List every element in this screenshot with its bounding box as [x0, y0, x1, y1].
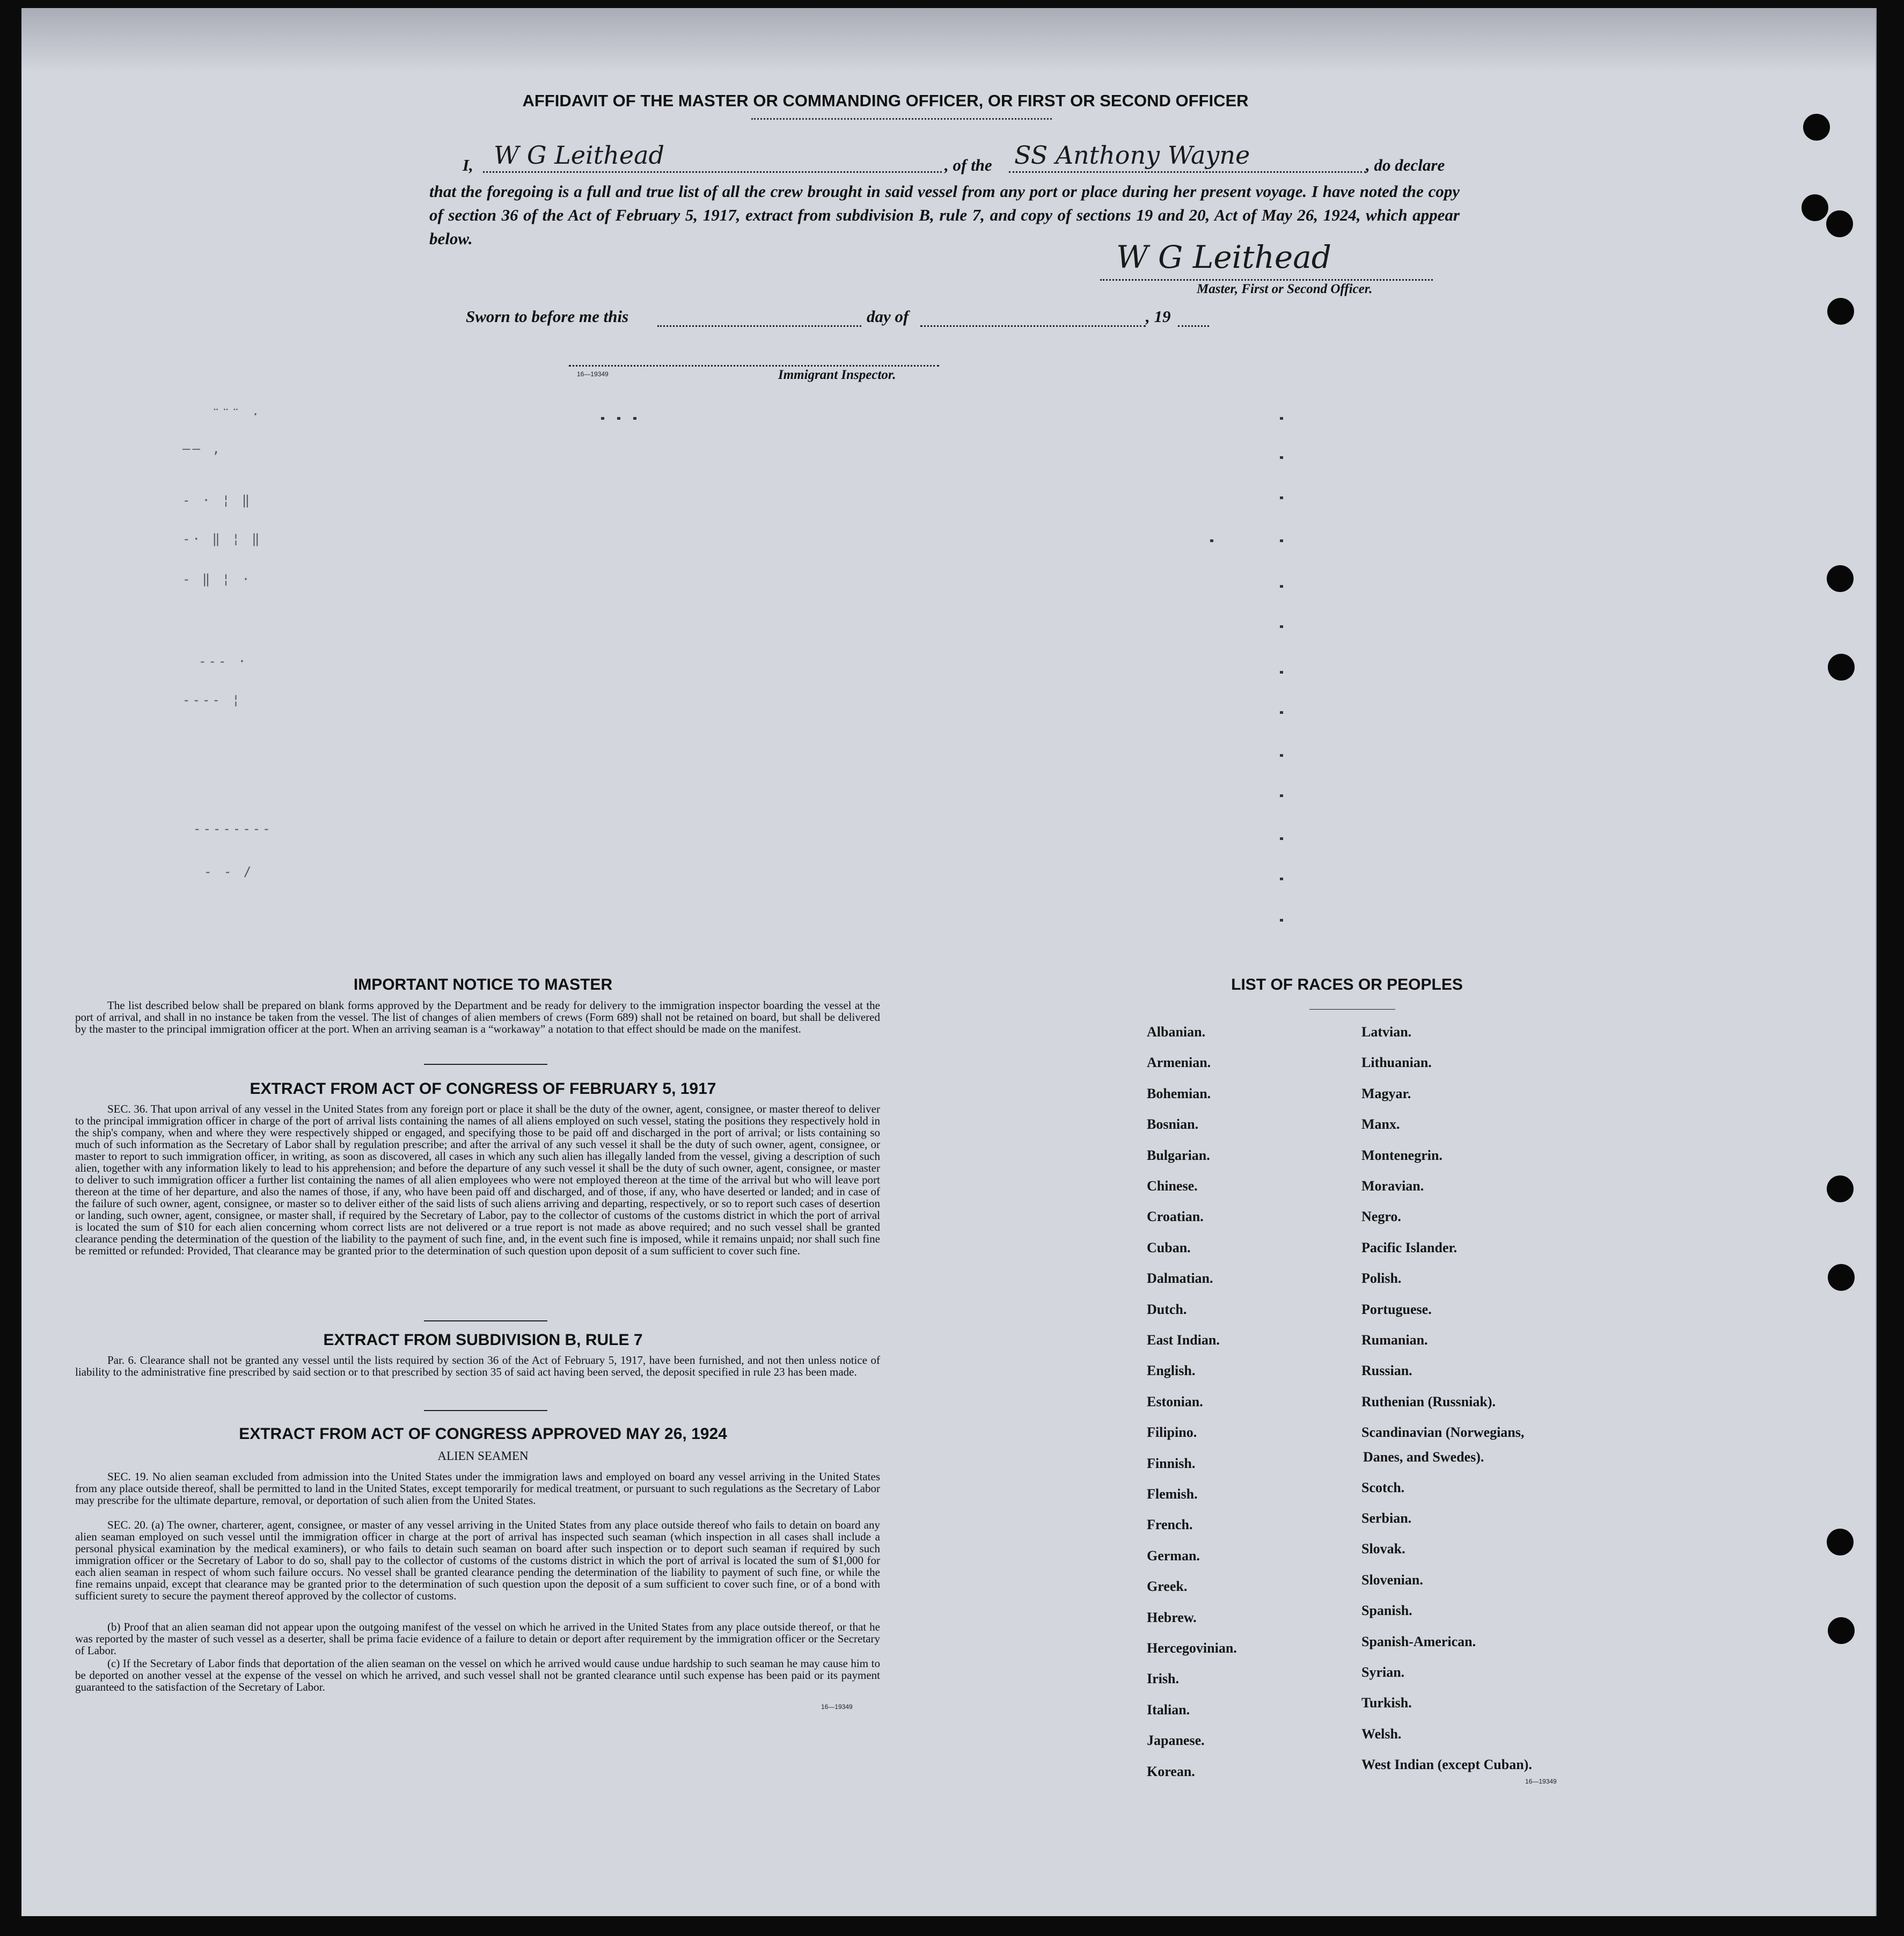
- race-item: Pacific Islander.: [1361, 1239, 1458, 1255]
- race-item: Dalmatian.: [1147, 1270, 1213, 1287]
- race-item: Latvian.: [1361, 1024, 1412, 1040]
- bleed-through-mark: ‐‐‐‐‐‐‐‐: [193, 821, 273, 836]
- section-divider: [424, 1320, 547, 1321]
- sworn-prefix: Sworn to before me this: [466, 307, 629, 326]
- signature-caption: Master, First or Second Officer.: [1197, 282, 1373, 296]
- bleed-through-mark: ‐‐‐‐ ¦: [182, 692, 242, 707]
- race-item: Hebrew.: [1147, 1609, 1197, 1625]
- race-item: Croatian.: [1147, 1209, 1204, 1225]
- sworn-year-field: [1178, 310, 1209, 327]
- bleed-through-mark: ‐ ‖ ¦ ·: [182, 572, 252, 587]
- race-item: Lithuanian.: [1361, 1055, 1432, 1071]
- race-item: English.: [1147, 1363, 1196, 1379]
- notice-title: IMPORTANT NOTICE TO MASTER: [353, 976, 613, 993]
- race-item: West Indian (except Cuban).: [1361, 1757, 1532, 1773]
- dot-mark: [1280, 417, 1283, 420]
- race-item: French.: [1147, 1517, 1193, 1533]
- race-item: Korean.: [1147, 1763, 1195, 1779]
- race-item: Portuguese.: [1361, 1301, 1432, 1317]
- race-item: Greek.: [1147, 1579, 1188, 1595]
- dot-mark: [1280, 754, 1283, 757]
- race-item: Spanish.: [1361, 1603, 1412, 1619]
- race-item: Hercegovinian.: [1147, 1640, 1237, 1656]
- race-item: Welsh.: [1361, 1726, 1402, 1742]
- punch-hole: [1828, 654, 1855, 681]
- races-divider: [1309, 1009, 1395, 1010]
- dot-mark: [1280, 878, 1283, 880]
- of-the-label: , of the: [944, 156, 992, 174]
- race-item: Rumanian.: [1361, 1332, 1428, 1348]
- do-declare-label: , do declare: [1366, 156, 1445, 174]
- race-item: Ruthenian (Russniak).: [1361, 1393, 1496, 1409]
- rule7-title: EXTRACT FROM SUBDIVISION B, RULE 7: [323, 1331, 643, 1349]
- punch-hole: [1802, 194, 1828, 221]
- officer-name-handwritten: W G Leithead: [483, 141, 942, 173]
- race-item: Bohemian.: [1147, 1085, 1211, 1101]
- dot-mark: [1210, 539, 1213, 542]
- dot-mark: [617, 417, 620, 420]
- race-item: Chinese.: [1147, 1178, 1198, 1194]
- alien-seamen-subtitle: ALIEN SEAMEN: [437, 1449, 529, 1463]
- inspector-signature-line: [569, 365, 939, 367]
- race-item: Albanian.: [1147, 1024, 1206, 1040]
- affidavit-form-number: 16—19349: [577, 370, 609, 378]
- sec19-text: SEC. 19. No alien seaman excluded from admission into the United States under the immigration laws and employed on board any vessel arriving in the United States from any place outside thereof, shall be permitted to land in the United States, except temporarily for medical treatment, or pursuant to such regulations as the Secretary of Labor may prescribe for the ultimate departure, removal, or deportation of such alien from the United States.: [75, 1470, 880, 1507]
- punch-hole: [1826, 210, 1853, 237]
- punch-hole: [1827, 1175, 1854, 1202]
- extract-1924-title: EXTRACT FROM ACT OF CONGRESS APPROVED MAY 26, 1924: [239, 1425, 727, 1443]
- bleed-through-mark: ‐· ‖ ¦ ‖: [182, 531, 262, 546]
- race-item: Moravian.: [1361, 1178, 1424, 1194]
- race-item: Bosnian.: [1147, 1116, 1199, 1133]
- sec20b-text: (b) Proof that an alien seaman did not appear upon the outgoing manifest of the vessel on which he arrived in the United States from any place outside thereof, or that he was reported by the master of such vessel as a deserter, shall be prima facie evidence of a failure to detain or deport after requirement by the immigration officer or the Secretary of Labor.: [75, 1620, 880, 1657]
- sworn-year-label: , 19: [1146, 307, 1171, 326]
- race-item: Serbian.: [1361, 1510, 1412, 1526]
- race-item: East Indian.: [1147, 1332, 1220, 1348]
- race-item-continuation: Danes, and Swedes).: [1363, 1449, 1484, 1465]
- sworn-day-label: day of: [867, 307, 909, 326]
- section-divider: [424, 1064, 547, 1065]
- sec20c-text: (c) If the Secretary of Labor finds that deportation of the alien seaman on the vessel on which he arrived would cause undue hardship to such seaman he may cause him to be deported on another vessel at the expense of the vessel on which he arrived, and such vessel shall not be granted clearance until such expense has been paid or its payment guaranteed to the satisfaction of the Secretary of Labor.: [75, 1657, 880, 1693]
- races-form-number: 16—19349: [1525, 1778, 1557, 1785]
- race-item: Finnish.: [1147, 1455, 1196, 1471]
- punch-hole: [1803, 114, 1830, 141]
- dot-mark: [1280, 671, 1283, 674]
- races-title: LIST OF RACES OR PEOPLES: [1231, 976, 1463, 993]
- race-item: Cuban.: [1147, 1239, 1191, 1255]
- race-item: Flemish.: [1147, 1486, 1198, 1502]
- dot-mark: [633, 417, 636, 420]
- punch-hole: [1827, 298, 1854, 325]
- sec20a-text: SEC. 20. (a) The owner, charterer, agent, consignee, or master of any vessel arriving in the United States from any place outside thereof who fails to detain on board any alien seaman employed on such vessel until the immigration officer in charge at the port of arrival has inspected such seaman (which inspection in all cases shall include a personal physical examination by the medical examiners), or who fails to detain such seaman on board after such inspection or to deport such seaman if required by such immigration officer or the Secretary of Labor to do so, shall pay to the collector of customs of the customs district in which the port of arrival is located the sum of $1,000 for each alien seaman in respect of whom such failure occurs. No vessel shall be granted clearance pending the determination of the liability to payment of such fine, or while the fine remains unpaid, except that clearance may be granted prior to the determination of such question upon the deposit of a sum sufficient to cover such fine, or of a bond with sufficient surety to secure the payment thereof approved by the collector of customs.: [75, 1518, 880, 1602]
- race-item: Japanese.: [1147, 1733, 1205, 1749]
- affidavit-prefix: I,: [463, 156, 473, 174]
- notice-text: The list described below shall be prepared on blank forms approved by the Department and be ready for delivery to the immigration inspector boarding the vessel at the port of arrival, and shall in no instance be taken from the vessel. The list of changes of alien members of crews (Form 689) shall not be retained on board, but shall be delivered by the master to the principal immigration officer at the port. When an arriving seaman is a “workaway” a notation to that effect should be made on the manifest.: [75, 999, 880, 1035]
- section-divider: [424, 1410, 547, 1411]
- dot-mark: [1280, 539, 1283, 542]
- bleed-through-mark: ‐ · ¦ ‖: [182, 493, 252, 508]
- sworn-month-field: [920, 310, 1146, 327]
- extract-1917-title: EXTRACT FROM ACT OF CONGRESS OF FEBRUARY 5, 1917: [250, 1080, 716, 1098]
- dot-mark: [1280, 919, 1283, 922]
- extract-form-number: 16—19349: [821, 1703, 853, 1711]
- race-item: Montenegrin.: [1361, 1147, 1442, 1163]
- dot-mark: [1280, 585, 1283, 588]
- race-item: Irish.: [1147, 1671, 1179, 1687]
- sworn-day-field: [657, 310, 861, 327]
- dot-mark: [1280, 711, 1283, 714]
- race-item: Filipino.: [1147, 1424, 1197, 1441]
- dot-mark: [1280, 456, 1283, 459]
- race-item: Italian.: [1147, 1701, 1190, 1718]
- dot-mark: [601, 417, 604, 420]
- race-item: Scotch.: [1361, 1479, 1405, 1495]
- race-item: Syrian.: [1361, 1664, 1405, 1680]
- vessel-name-handwritten: SS Anthony Wayne: [1009, 141, 1366, 173]
- race-item: Magyar.: [1361, 1085, 1411, 1101]
- race-item: Estonian.: [1147, 1393, 1203, 1409]
- punch-hole: [1828, 1264, 1855, 1291]
- race-item: Russian.: [1361, 1363, 1412, 1379]
- master-signature: W G Leithead: [1116, 239, 1331, 275]
- affidavit-body: that the foregoing is a full and true list of all the crew brought in said vessel from any port or place during her present voyage. I have noted the copy of section 36 of the Act of February 5, 1917, extract from subdivision B, rule 7, and copy of sections 19 and 20, Act of May 26, 1924, which appear below.: [429, 182, 1460, 248]
- race-item: Scandinavian (Norwegians,: [1361, 1424, 1525, 1441]
- dot-mark: [1280, 837, 1283, 840]
- bleed-through-mark: —— ,: [182, 441, 222, 456]
- race-item: Bulgarian.: [1147, 1147, 1210, 1163]
- title-divider: [751, 118, 1052, 120]
- race-item: Slovenian.: [1361, 1572, 1423, 1588]
- bleed-through-mark: ¨¨¨ ·: [212, 407, 262, 422]
- inspector-caption: Immigrant Inspector.: [778, 368, 896, 382]
- dot-mark: [1280, 496, 1283, 499]
- dot-mark: [1280, 625, 1283, 628]
- bleed-through-mark: ‐ ‐ /: [204, 864, 254, 879]
- bleed-through-mark: ‐‐‐ ·: [199, 654, 248, 669]
- dot-mark: [1280, 794, 1283, 797]
- extract-1917-text: SEC. 36. That upon arrival of any vessel in the United States from any foreign port or place it shall be the duty of the owner, agent, consignee, or master thereof to deliver to the principal immigration officer in charge of the port of arrival lists containing the names of all aliens employed on such vessel, stating the positions they respectively hold in the ship's company, when and where they were respectively shipped or engaged, and specifying those to be paid off and discharged in the port of arrival; or lists containing so much of such information as the Secretary of Labor shall by regulation prescribe; and after the arrival of any such vessel it shall be the duty of such owner, agent, consignee, or master to report to such immigration officer, in writing, as soon as discovered, all cases in which any such alien has illegally landed from the vessel, giving a description of such alien, together with any information likely to lead to his apprehension; and before the departure of any such vessel it shall be the duty of such owner, agent, consignee, or master to deliver to such immigration officer a further list containing the names of all alien employees who were not employed thereon at the time of the arrival but who will leave port thereon at the time of her departure, and also the names of those, if any, who have been paid off and discharged, and of those, if any, who have deserted or landed; and in case of the failure of such owner, agent, consignee, or master so to deliver either of the said lists of such aliens arriving and departing, respectively, or so to report such cases of desertion or landing, such owner, agent, consignee, or master shall, if required by the Secretary of Labor, pay to the collector of customs of the customs district in which the port of arrival is located the sum of $10 for each alien concerning whom correct lists are not delivered or a true report is not made as above required; and no such vessel shall be granted clearance pending the determination of the question of the liability to the payment of such fine, and, in the event such fine is imposed, while it remains unpaid; nor shall such fine be remitted or refunded: Provided, That clearance may be granted prior to the determination of such question upon deposit of a sum sufficient to cover such fine.: [75, 1102, 880, 1257]
- punch-hole: [1827, 565, 1854, 592]
- race-item: German.: [1147, 1547, 1200, 1564]
- punch-hole: [1827, 1529, 1854, 1555]
- race-item: Turkish.: [1361, 1695, 1412, 1711]
- race-item: Spanish-American.: [1361, 1633, 1476, 1649]
- race-item: Negro.: [1361, 1209, 1401, 1225]
- race-item: Manx.: [1361, 1116, 1400, 1133]
- race-item: Polish.: [1361, 1270, 1402, 1287]
- race-item: Dutch.: [1147, 1301, 1187, 1317]
- race-item: Armenian.: [1147, 1055, 1211, 1071]
- affidavit-title: AFFIDAVIT OF THE MASTER OR COMMANDING OFFICER, OR FIRST OR SECOND OFFICER: [522, 91, 1249, 110]
- race-item: Slovak.: [1361, 1541, 1405, 1557]
- rule7-text: Par. 6. Clearance shall not be granted any vessel until the lists required by section 36 of the Act of February 5, 1917, have been furnished, and not then unless notice of liability to the administrative fine prescribed by said section or to that prescribed by section 35 of said act having been served, the deposit specified in rule 23 has been made.: [75, 1354, 880, 1378]
- punch-hole: [1828, 1617, 1855, 1644]
- signature-line: [1100, 279, 1433, 281]
